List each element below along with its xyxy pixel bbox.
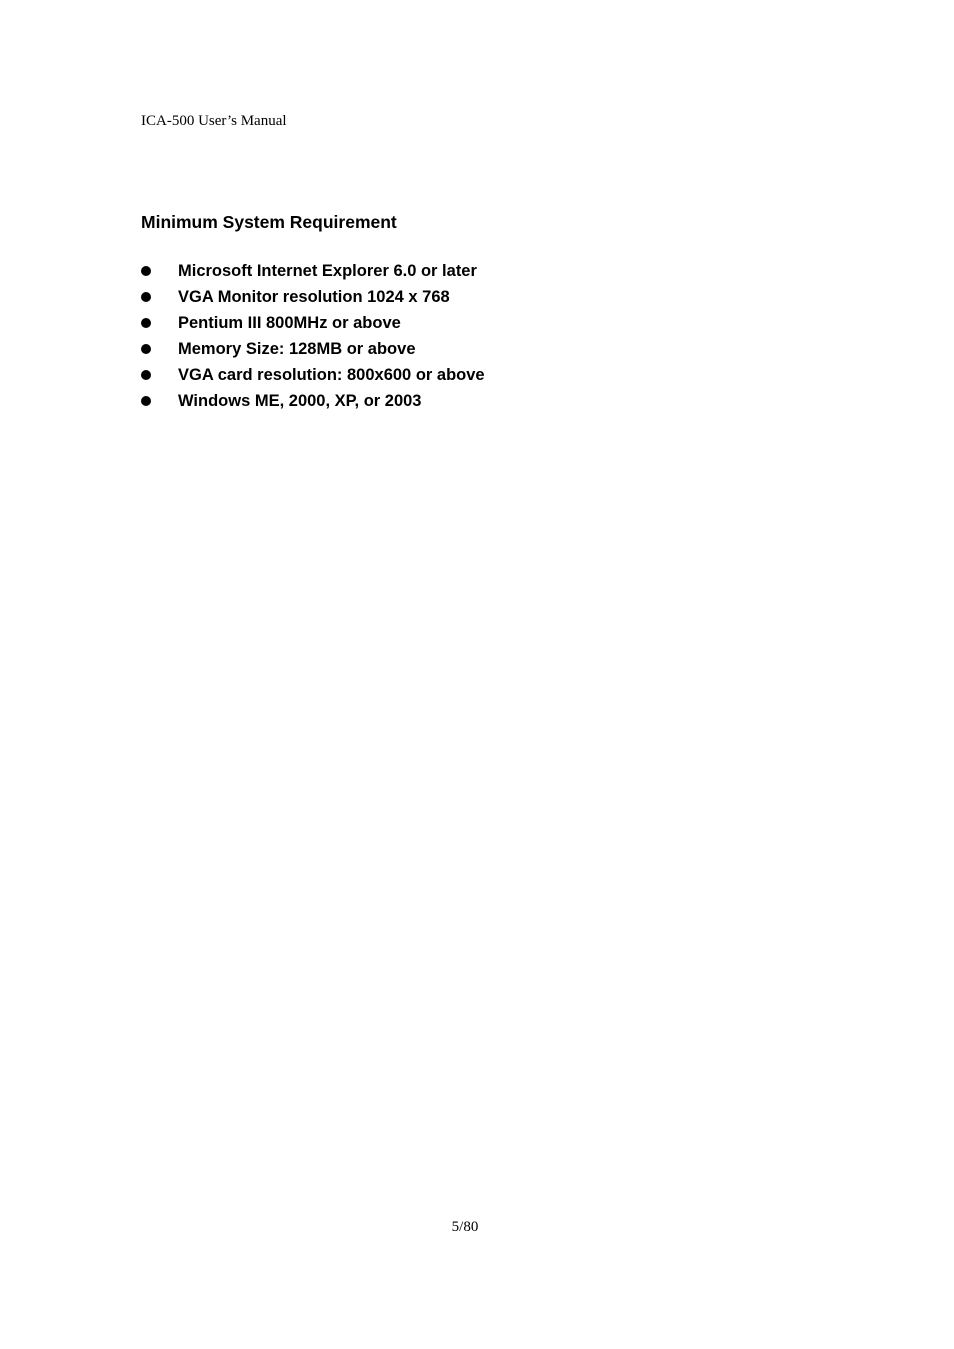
bullet-icon: [141, 266, 151, 276]
requirement-text: Windows ME, 2000, XP, or 2003: [178, 392, 422, 410]
bullet-icon: [141, 396, 151, 406]
running-header: ICA-500 User’s Manual: [141, 113, 287, 129]
bullet-icon: [141, 318, 151, 328]
bullet-icon: [141, 370, 151, 380]
section-title: Minimum System Requirement: [141, 212, 397, 232]
requirement-text: Microsoft Internet Explorer 6.0 or later: [178, 262, 477, 280]
requirement-text: Pentium III 800MHz or above: [178, 314, 401, 332]
requirement-text: VGA card resolution: 800x600 or above: [178, 366, 485, 384]
page-number: 5/80: [451, 1219, 479, 1235]
bullet-icon: [141, 344, 151, 354]
bullet-icon: [141, 292, 151, 302]
requirement-text: Memory Size: 128MB or above: [178, 340, 416, 358]
requirement-text: VGA Monitor resolution 1024 x 768: [178, 288, 450, 306]
